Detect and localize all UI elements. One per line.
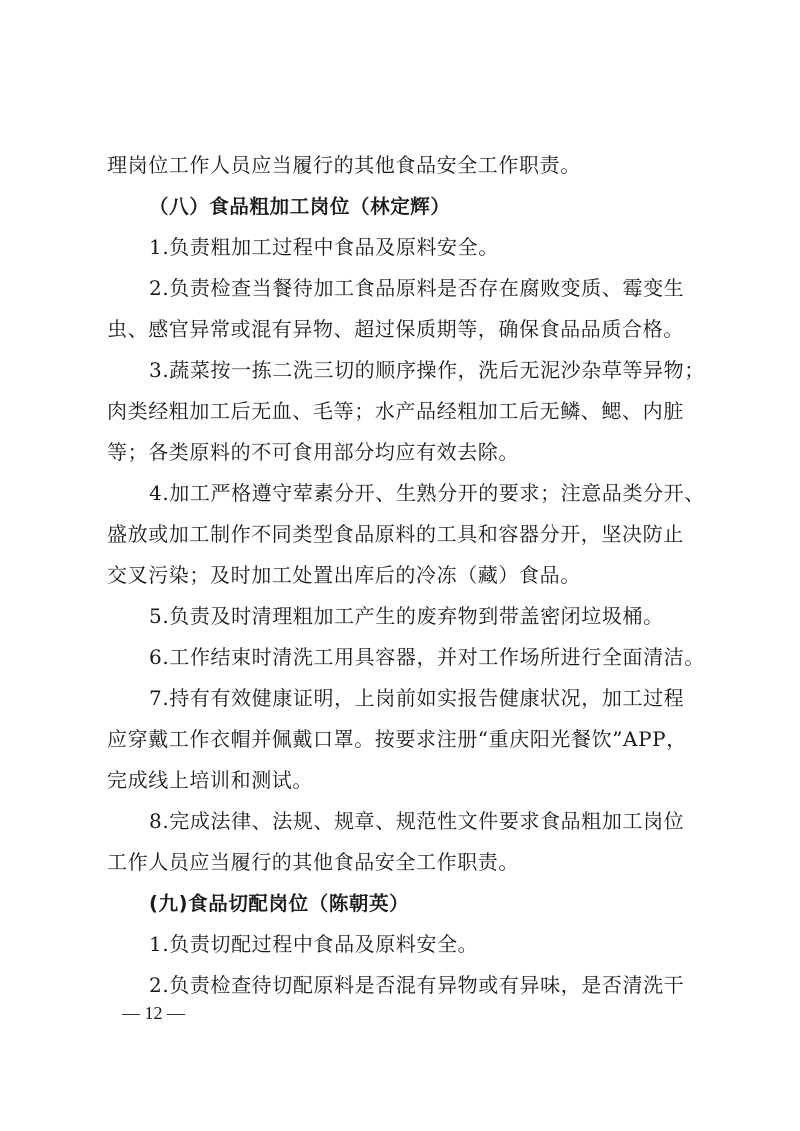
item-5-line: 5.负责及时清理粗加工产生的废弃物到带盖密闭垃圾桶。 bbox=[149, 604, 664, 628]
document-body bbox=[107, 145, 707, 1006]
item-7-line: 7.持有有效健康证明，上岗前如实报告健康状况，加工过程 bbox=[149, 686, 685, 710]
item-7-line: 完成线上培训和测试。 bbox=[107, 768, 313, 792]
item-4-line: 4.加工严格遵守荤素分开、生熟分开的要求；注意品类分开、 bbox=[149, 481, 705, 505]
paragraph-continuation: 理岗位工作人员应当履行的其他食品安全工作职责。 bbox=[107, 153, 581, 177]
item-3-line: 3.蔬菜按一拣二洗三切的顺序操作，洗后无泥沙杂草等异物； bbox=[149, 358, 705, 382]
item-2-line: 虫、感官异常或混有异物、超过保质期等，确保食品品质合格。 bbox=[107, 317, 684, 341]
item-7-line: 应穿戴工作衣帽并佩戴口罩。按要求注册“重庆阳光餐饮”APP， bbox=[107, 727, 687, 751]
item-8-line: 工作人员应当履行的其他食品安全工作职责。 bbox=[107, 850, 519, 874]
item-2-line: 2.负责检查待切配原料是否混有异物或有异味，是否清洗干 bbox=[149, 973, 685, 997]
item-6-line: 6.工作结束时清洗工用具容器，并对工作场所进行全面清洁。 bbox=[149, 645, 705, 669]
item-2-line: 2.负责检查当餐待加工食品原料是否存在腐败变质、霉变生 bbox=[149, 276, 685, 300]
item-3-line: 等；各类原料的不可食用部分均应有效去除。 bbox=[107, 440, 519, 464]
item-3-line: 肉类经粗加工后无血、毛等；水产品经粗加工后无鳞、鳃、内脏 bbox=[107, 399, 684, 423]
section-heading-8: （八）食品粗加工岗位（林定辉） bbox=[149, 195, 451, 218]
item-1-line: 1.负责粗加工过程中食品及原料安全。 bbox=[149, 235, 499, 259]
page-number: — 12 — bbox=[122, 1003, 185, 1023]
item-4-line: 交叉污染；及时加工处置出库后的冷冻（藏）食品。 bbox=[107, 563, 581, 587]
item-4-line: 盛放或加工制作不同类型食品原料的工具和容器分开，坚决防止 bbox=[107, 522, 684, 546]
item-1-line: 1.负责切配过程中食品及原料安全。 bbox=[149, 932, 479, 956]
item-8-line: 8.完成法律、法规、规章、规范性文件要求食品粗加工岗位 bbox=[149, 809, 685, 833]
section-heading-9: (九)食品切配岗位（陈朝英） bbox=[149, 892, 410, 915]
